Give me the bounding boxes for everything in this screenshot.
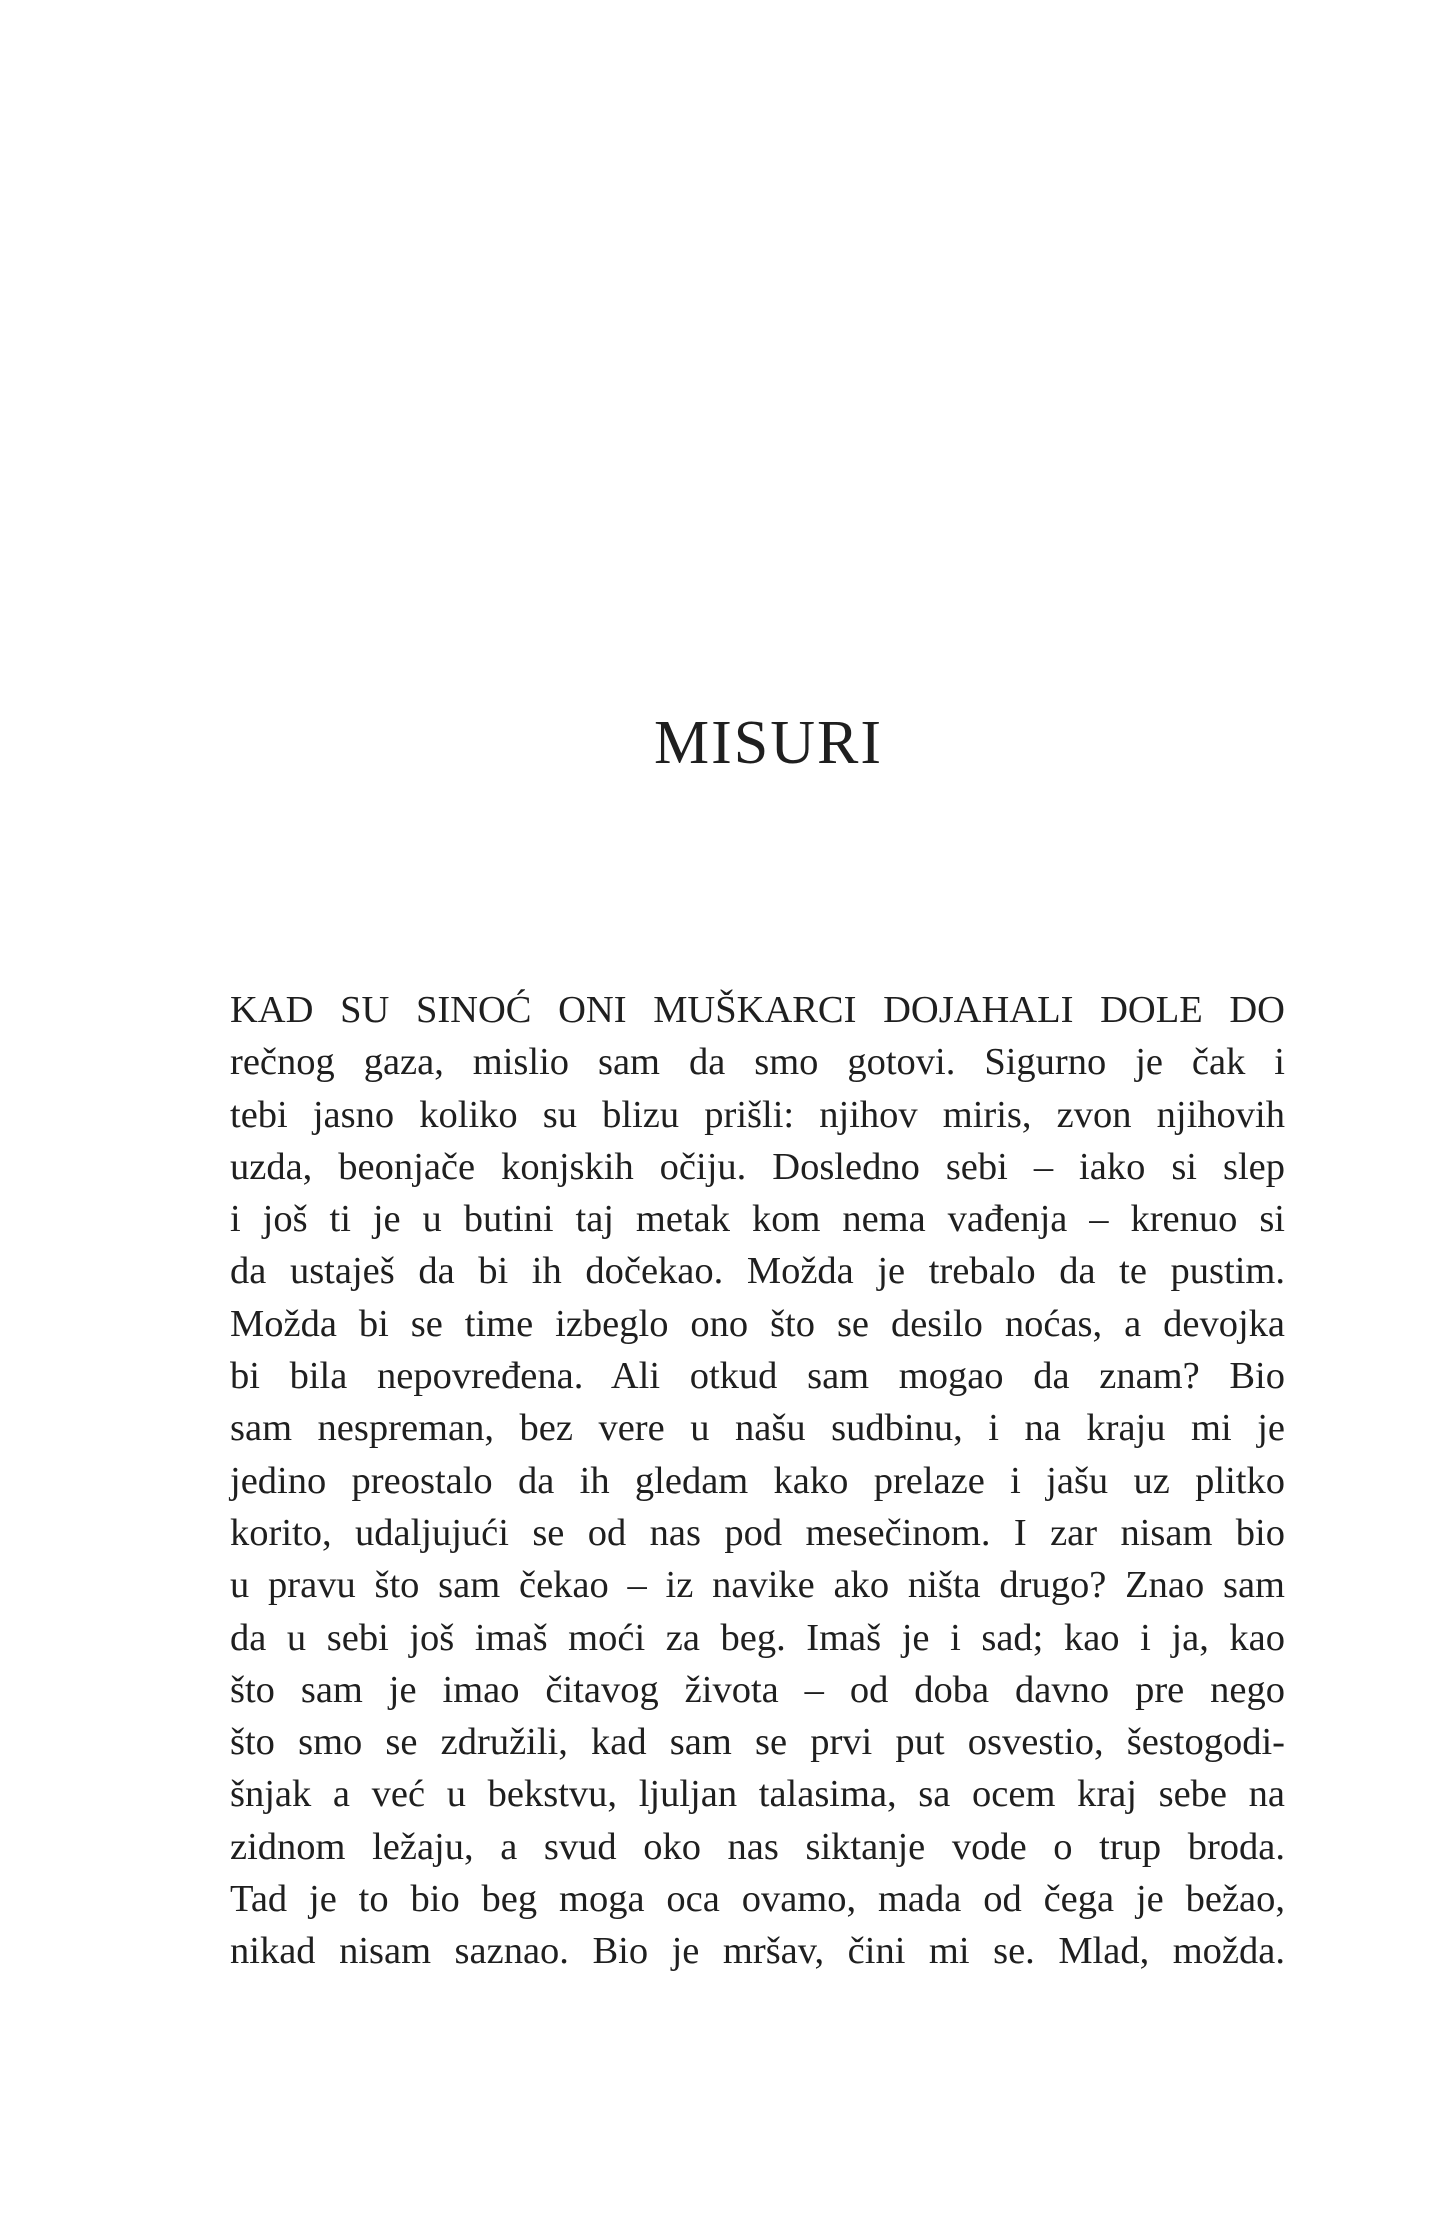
text-line: zidnom ležaju, a svud oko nas siktanje vode o trup broda. bbox=[230, 1825, 1285, 1868]
body-paragraph bbox=[230, 984, 1285, 1978]
text-line: rečnog gaza, mislio sam da smo gotovi. Sigurno je čak i bbox=[230, 1041, 1285, 1084]
text-line: da u sebi još imaš moći za beg. Imaš je i sad; kao i ja, kao bbox=[230, 1616, 1285, 1659]
text-line: Možda bi se time izbeglo ono što se desilo noćas, a devojka bbox=[230, 1302, 1285, 1345]
text-line: što sam je imao čitavog života – od doba davno pre nego bbox=[230, 1668, 1285, 1711]
text-line: u pravu što sam čekao – iz navike ako ništa drugo? Znao sam bbox=[230, 1564, 1285, 1607]
text-line: da ustaješ da bi ih dočekao. Možda je trebalo da te pustim. bbox=[230, 1250, 1285, 1293]
text-line: jedino preostalo da ih gledam kako prelaze i jašu uz plitko bbox=[230, 1459, 1285, 1502]
text-line: bi bila nepovređena. Ali otkud sam mogao da znam? Bio bbox=[230, 1355, 1285, 1398]
text-line: KAD SU SINOĆ ONI MUŠKARCI DOJAHALI DOLE DO bbox=[230, 989, 1285, 1031]
text-line: uzda, beonjače konjskih očiju. Dosledno sebi – iako si slep bbox=[230, 1145, 1285, 1188]
text-line: što smo se združili, kad sam se prvi put osvestio, šestogodi- bbox=[230, 1721, 1285, 1764]
text-line: nikad nisam saznao. Bio je mršav, čini mi se. Mlad, možda. bbox=[230, 1930, 1285, 1973]
text-line: Tad je to bio beg moga oca ovamo, mada od čega je bežao, bbox=[230, 1878, 1285, 1921]
chapter-title: MISURI bbox=[653, 709, 884, 777]
text-line: korito, udaljujući se od nas pod mesečinom. I zar nisam bio bbox=[230, 1511, 1285, 1554]
text-line: sam nespreman, bez vere u našu sudbinu, i na kraju mi je bbox=[230, 1407, 1285, 1450]
text-line: tebi jasno koliko su blizu prišli: njihov miris, zvon njihovih bbox=[230, 1093, 1285, 1136]
text-line: i još ti je u butini taj metak kom nema vađenja – krenuo si bbox=[230, 1198, 1285, 1241]
text-line: šnjak a već u bekstvu, ljuljan talasima, sa ocem kraj sebe na bbox=[230, 1773, 1285, 1816]
